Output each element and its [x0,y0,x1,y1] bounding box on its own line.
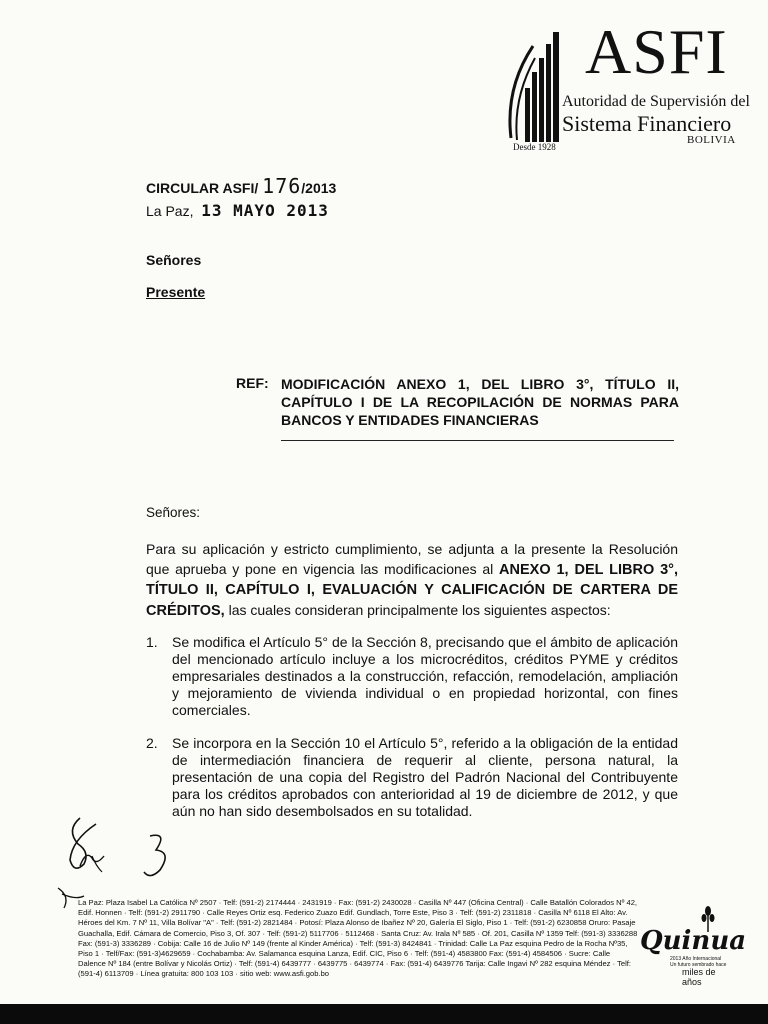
intro-text-2: las cuales consideran principalmente los siguientes aspectos: [224,601,611,618]
asfi-logo-mark-icon [503,28,563,146]
list-item-number: 2. [146,735,158,751]
logo-country: BOLIVIA [687,134,736,146]
circular-suffix: /2013 [301,180,337,196]
place-label: La Paz, [146,203,194,219]
quinua-wordmark: Quinua [640,926,747,956]
quinua-tagline-1: 2013 Año Internacional [670,956,722,962]
list-item [146,634,686,724]
intro-bold-text: ANEXO 1, DEL LIBRO 3°, TÍTULO II, CAPÍTULO I, EVALUACIÓN Y CALIFICACIÓN DE CARTERA DE CRÉDITOS, [146,561,679,619]
ref-text: MODIFICACIÓN ANEXO 1, DEL LIBRO 3°, TÍTULO II, CAPÍTULO I DE LA RECOPILACIÓN DE NORMAS PARA BANCOS Y ENTIDADES FINANCIERAS [281,376,679,428]
handwritten-initials [0,800,200,910]
list-item-text: Se modifica el Artículo 5° de la Sección 8, precisando que el ámbito de aplicación del mencionado artículo incluye a los microcréditos, créditos PYME y créditos empresariales destinados a la construcción, refacción, remodelación, ampliación y mejoramiento de vivienda individual o en propiedad horizontal, con fines comerciales. [172,634,678,718]
ref-underline [281,440,674,441]
circular-prefix: CIRCULAR ASFI/ [146,180,259,196]
logo-subtitle-2: Sistema Financiero [562,111,732,136]
ref-label: REF: [236,375,269,391]
scan-bottom-edge [0,1004,768,1024]
date-stamp: 13 MAYO 2013 [201,201,329,220]
list-item [146,735,686,825]
intro-paragraph [146,540,678,621]
quinua-tagline-2: Un futuro sembrado hace [670,962,727,968]
circular-handwritten-number: 176 [262,174,302,198]
logo-wordmark: ASFI [585,16,728,87]
intro-text-1: Para su aplicación y estricto cumplimiento, se adjunta a la presente la Resolución que aprueba y pone en vigencia las modificaciones al [146,541,678,577]
presente-label: Presente [146,284,206,300]
footer-addresses: La Paz: Plaza Isabel La Católica Nº 2507 · Telf: (591-2) 2174444 · 2431919 · Fax: (591-2) 2430028 · Casilla Nº 447 (Oficina Central) · Calle Batallón Colorados Nº 42, Edif. Honnen · Telf: (591-2) 2911790 · Calle Reyes Ortiz esq. Federico Zuazo Edif. Gundlach, Torre Este, Piso 3 · Telf: (591-2) 2311818 · Casilla Nº 6118 El Alto: Av. Héroes del Km. 7 Nº 11, Villa Bolívar "A" · Telf: (591-2) 2821484 · Potosí: Plaza Alonso de Ibañez Nº 20, Galería El Siglo, Piso 1 · Telf: (591-2) 6230858 Oruro: Pasaje Guachalla, Edif. Cámara de Comercio, Piso 3, Of. 307 · Telf: (591-2) 5117706 · 5112468 · Santa Cruz: Av. Irala Nº 585 · Of. 201, Casilla Nº 1359 Telf: (591-3) 3336288 Fax: (591-3) 3336289 · Cobija: Calle 16 de Julio Nº 149 (frente al Kinder América) · Telf: (591-3) 8424841 · Trinidad: Calle La Paz esquina Pedro de la Rocha Nº35, Piso 1 · Telf/Fax: (591-3)4629659 · Cochabamba: Av. Salamanca esquina Lanza, Edif. CIC, Piso 6 · Telf: (591-4) 4583800 Fax: (591-4) 4584506 · Sucre: Calle Dalence Nº 184 (entre Bolívar y Nicolás Ortiz) · Telf: (591-4) 6439777 · 6439775 · 6439774 · Fax: (591-4) 6439776 Tarija: Calle Ingavi Nº 282 esquina Méndez · Telf: (591-4) 6113709 · Línea gratuita: 800 103 103 · sitio web: www.asfi.gob.bo [78,898,638,979]
place-date [146,201,329,220]
quinua-logo [640,906,747,987]
quinua-tagline-3: miles de años [682,967,716,987]
salutation-top: Señores [146,252,202,268]
circular-number [146,174,336,198]
salutation-body: Señores: [146,505,201,520]
list-item-text: Se incorpora en la Sección 10 el Artículo 5°, referido a la obligación de la entidad de intermediación financiera de requerir al cliente, persona natural, la presentación de una copia del Registro del Padrón Nacional del Contribuyente para los créditos aprobados con anterioridad al 19 de diciembre de 2012, y que aún no han sido desembolsados en su totalidad. [172,735,678,819]
list-item-number: 1. [146,634,158,650]
logo-subtitle-1: Autoridad de Supervisión del [562,93,750,110]
logo-since: Desde 1928 [513,142,556,152]
